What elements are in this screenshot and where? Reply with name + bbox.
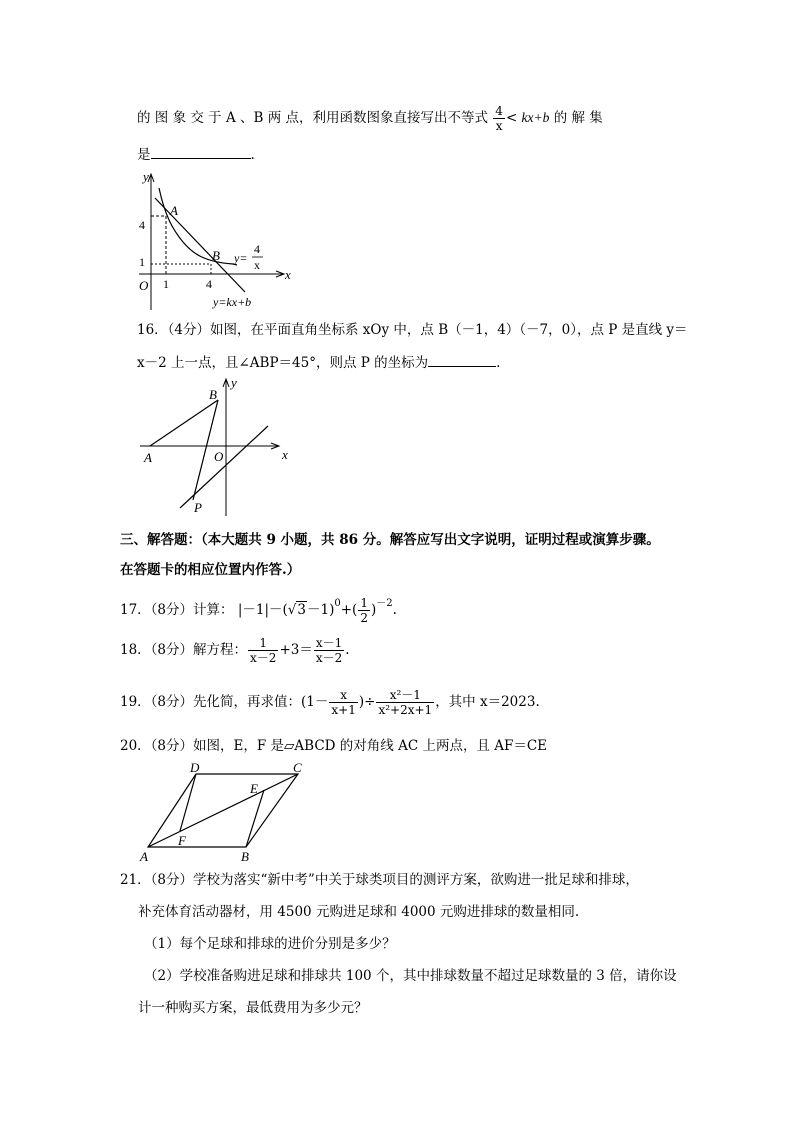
q18-frac2 [314, 636, 344, 665]
q17-half [358, 596, 370, 625]
q16-origin-label: O [214, 449, 224, 464]
q15-line1-suffix: 的 解 集 [553, 110, 603, 126]
q16-x-axis-label: x [282, 447, 288, 462]
q17-half-num: 1 [360, 596, 368, 610]
q15-tick-y1: 1 [139, 255, 145, 269]
q18-plus3: +3＝ [279, 642, 313, 658]
q20-label-d: D [190, 760, 200, 775]
q16-answer-blank [428, 352, 496, 367]
q15-fraction [493, 104, 505, 133]
q17-close: ) [370, 602, 377, 618]
q19 [120, 688, 540, 717]
q18-f1-den: x－2 [250, 651, 277, 665]
q15-curve-label-prefix: y= [234, 251, 248, 265]
q21-line5: 计一种购买方案，最低费用为多少元？ [138, 1000, 368, 1016]
q16-point-p: P [194, 500, 202, 515]
q15-x-axis-label: x [285, 267, 291, 282]
q18-f1-num: 1 [248, 636, 278, 651]
q17-half-den: 2 [360, 611, 368, 625]
q20-parallelogram [136, 760, 316, 866]
q20-text: 20．（8分）如图，E，F 是▱ABCD 的对角线 AC 上两点，且 AF＝CE [120, 738, 548, 754]
q19-close-div: )÷ [358, 694, 376, 710]
q15-point-b: B [212, 248, 220, 263]
q15-line2-suffix: . [250, 147, 255, 163]
q18 [120, 636, 350, 665]
q15-less-than: < [505, 110, 518, 126]
q15-y-axis-label: y [143, 169, 149, 184]
q18-frac1 [248, 636, 278, 665]
q20-label-e: E [250, 781, 258, 796]
q15-curve-den: x [254, 258, 260, 272]
section3-line1: 三、解答题：（本大题共 9 小题，共 86 分。解答应写出文字说明，证明过程或演算步骤。 [120, 532, 660, 548]
q16-point-b: B [209, 387, 217, 402]
q19-prefix: 19．（8分）先化简，再求值： [120, 694, 302, 710]
q19-suffix: ，其中 x＝2023. [435, 694, 540, 710]
q16-y-axis-label: y [231, 375, 237, 390]
q15-graph [133, 168, 303, 313]
q18-end: . [345, 642, 350, 658]
q15-point-a: A [170, 203, 178, 218]
q17-exp0: 0 [334, 598, 341, 609]
q15-answer-blank [151, 144, 251, 159]
q21-line3: （1）每个足球和排球的进价分别是多少？ [144, 936, 396, 952]
q15-line2-prefix: 是 [137, 147, 151, 163]
q17-sqrt-arg: 3 [297, 602, 306, 618]
q17-end: . [392, 602, 397, 618]
q17-abs: |－1| [237, 602, 270, 618]
section3-line2: 在答题卡的相应位置内作答.） [120, 562, 301, 578]
q15-frac-den: x [495, 119, 503, 133]
q17 [120, 594, 397, 625]
q17-plus: +( [340, 602, 358, 618]
q15-tick-x1: 1 [163, 277, 169, 291]
q20-label-b: B [241, 849, 249, 864]
q19-f1-den: x+1 [331, 703, 356, 717]
q19-frac1 [329, 688, 357, 717]
q17-prefix: 17．（8分）计算： [120, 602, 234, 618]
q20-label-f: F [178, 833, 186, 848]
q21-line2: 补充体育活动器材，用 4500 元购进足球和 4000 元购进排球的数量相同. [138, 904, 580, 920]
q19-frac2 [376, 688, 434, 717]
q15-curve-num: 4 [254, 242, 260, 256]
q16-line2-suffix: . [496, 355, 501, 371]
q15-tick-y4: 4 [139, 218, 145, 232]
q20-label-c: C [293, 760, 302, 775]
q15-rhs: kx+b [521, 110, 550, 125]
q19-f2-num: x²－1 [376, 688, 434, 703]
q17-exp-neg2: －2 [376, 598, 393, 609]
q15-line1-prefix: 的 图 象 交 于 A 、B 两 点，利用函数图象直接写出不等式 [137, 110, 488, 126]
q19-open: (1－ [301, 694, 329, 710]
q18-prefix: 18．（8分）解方程： [120, 642, 248, 658]
q17-sqrt-sign: √ [287, 602, 297, 618]
q17-minus-one: －1) [307, 602, 335, 618]
q19-f1-num: x [329, 688, 357, 703]
q15-line1 [137, 104, 603, 133]
q15-frac-num: 4 [495, 104, 503, 118]
q15-origin-label: O [139, 278, 149, 293]
q21-line1: 21．（8分）学校为落实“新中考”中关于球类项目的测评方案，欲购进一批足球和排球， [120, 872, 639, 888]
q15-line-label: y=kx+b [213, 295, 252, 309]
q15-line2 [137, 144, 255, 165]
q15-tick-x4: 4 [206, 277, 212, 291]
q17-minus: －( [269, 602, 288, 618]
q16-point-a: A [144, 450, 152, 465]
q16-line2-prefix: x－2 上一点，且∠ABP＝45°，则点 P 的坐标为 [137, 355, 429, 371]
q20-label-a: A [140, 849, 148, 864]
q21-line4: （2）学校准备购进足球和排球共 100 个，其中排球数量不超过足球数量的 3 倍，请你设 [144, 968, 677, 984]
q19-f2-den: x²+2x+1 [378, 703, 433, 717]
q16-line1: 16．（4分）如图，在平面直角坐标系 xOy 中，点 B（－1，4）（－7，0），点 P 是直线 y＝ [137, 322, 688, 338]
q18-f2-num: x－1 [315, 636, 343, 650]
q16-graph [138, 370, 298, 518]
q18-f2-den: x－2 [315, 651, 343, 665]
